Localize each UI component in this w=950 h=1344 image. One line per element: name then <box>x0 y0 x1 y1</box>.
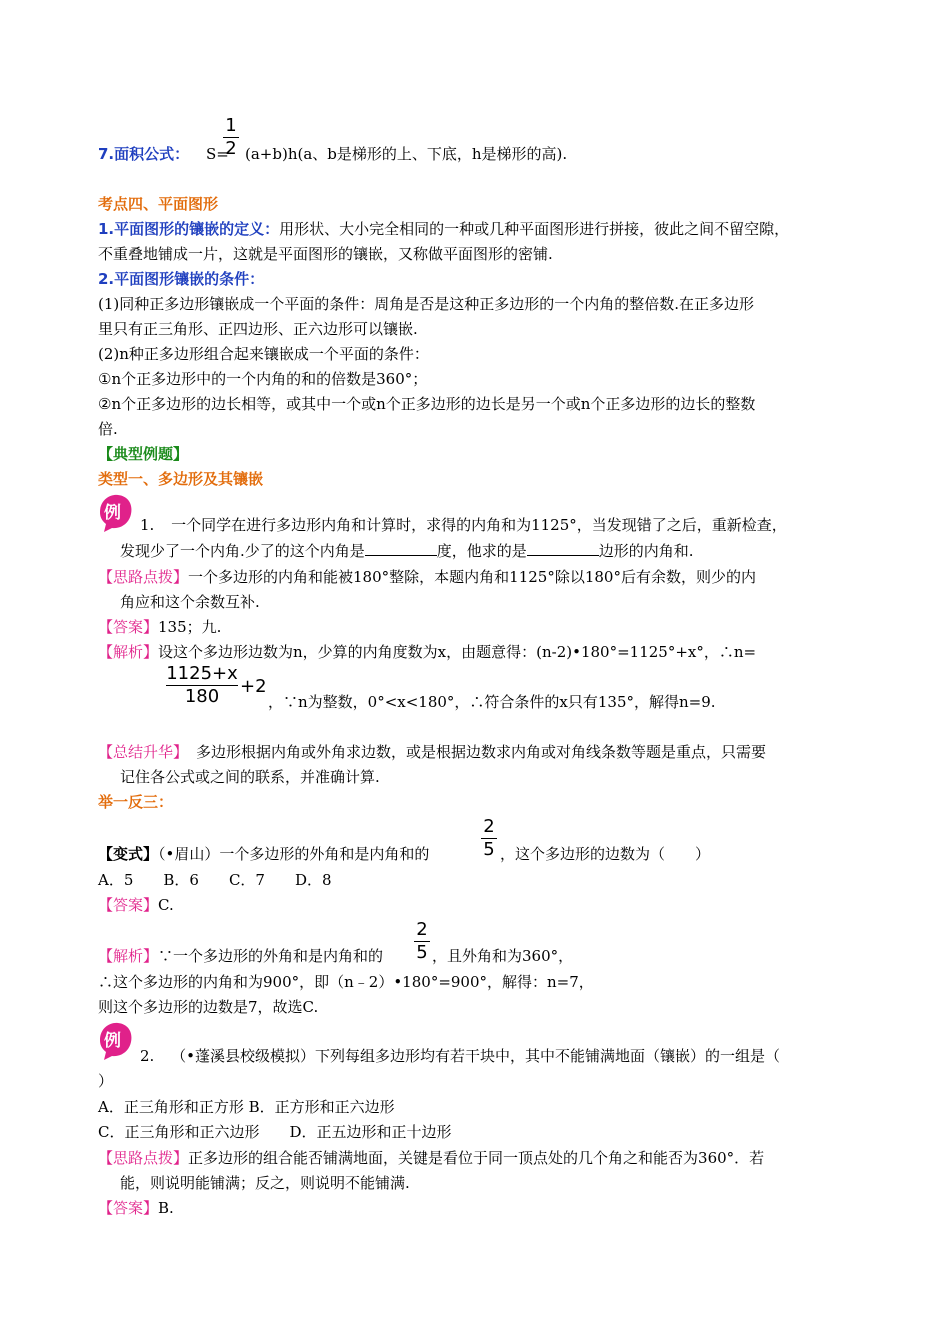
ex2-q1-text: （•蓬溪县校级模拟）下列每组多边形均有若干块中，其中不能铺满地面（镶嵌）的一组是（ <box>171 1047 780 1065</box>
cond-2: (2)n种正多边形组合起来镶嵌成一个平面的条件： <box>98 345 429 363</box>
solution-label: 【解析】 <box>98 643 159 661</box>
hint-label: 【思路点拨】 <box>98 568 189 586</box>
solution-text-2: ，∵n为整数，0°<x<180°，∴符合条件的x只有135°，解得n=9. <box>268 693 716 711</box>
hint-label: 【思路点拨】 <box>98 1149 189 1167</box>
ex2-options-2: C．正三角形和正六边形 D．正五边形和正十边形 <box>98 1123 452 1141</box>
answer-blank-2 <box>527 541 599 556</box>
ex1-q2b: 度，他求的是 <box>436 542 527 560</box>
solution-fraction <box>166 664 238 707</box>
variant-sol-1b: ，且外角和为360°， <box>432 947 574 965</box>
cond-1b: 里只有正三角形、正四边形、正六边形可以镶嵌. <box>98 320 418 338</box>
ex1-summary-2: 记住各公式或之间的联系，并准确计算. <box>120 768 380 786</box>
ex1-summary-1 <box>98 742 766 762</box>
answer-label: 【答案】 <box>98 896 159 914</box>
example-badge <box>96 1020 136 1060</box>
summary-text-1: 多边形根据内角或外角求边数，或是根据边数求内角或对角线条数等题是重点，只需要 <box>196 743 767 761</box>
formula7-line <box>98 144 229 164</box>
ex2-q2: ） <box>98 1072 114 1090</box>
hint-text-1: 正多边形的组合能否铺满地面，关键是看位于同一顶点处的几个角之和能否为360°．若 <box>188 1149 765 1167</box>
frac-denominator: 2 <box>225 138 237 159</box>
practice-heading: 举一反三： <box>98 793 174 811</box>
answer-text: C. <box>158 896 174 914</box>
frac-denominator: 180 <box>184 686 220 707</box>
solution-plus: +2 <box>240 676 267 697</box>
formula7-rest: (a+b)h(a、b是梯形的上、下底，h是梯形的高). <box>245 145 568 163</box>
ex2-hint-2: 能，则说明能铺满；反之，则说明不能铺满. <box>120 1174 410 1192</box>
variant-solution-fraction <box>414 920 430 963</box>
answer-text: 135；九. <box>158 618 222 636</box>
ex1-hint-2: 角应和这个余数互补. <box>120 593 260 611</box>
ex1-solution-1 <box>98 642 756 662</box>
variant-solution-2: ∴这个多边形的内角和为900°，即（n﹣2）•180°=900°，解得：n=7， <box>98 973 594 991</box>
formula7-prefix: S= <box>206 145 229 163</box>
cond-label: 2.平面图形镶嵌的条件： <box>98 270 265 288</box>
hint-text-1: 一个多边形的内角和能被180°整除，本题内角和1125°除以180°后有余数，则少的内 <box>188 568 756 586</box>
variant-q-b: ，这个多边形的边数为（ ） <box>500 845 711 863</box>
variant-q-a: （•眉山）一个多边形的外角和是内角和的 <box>158 845 430 863</box>
cond-1a: (1)同种正多边形镶嵌成一个平面的条件：周角是否是这种正多边形的一个内角的整倍数.在正多边形 <box>98 295 755 313</box>
examples-heading: 【典型例题】 <box>98 445 189 463</box>
variant-fraction <box>481 817 497 860</box>
badge-text: 例 <box>104 503 121 523</box>
answer-text: B. <box>158 1199 174 1217</box>
ex1-q2 <box>120 541 694 561</box>
formula7-label: 7.面积公式： <box>98 145 190 163</box>
frac-numerator: 2 <box>416 919 428 940</box>
frac-numerator: 2 <box>483 816 495 837</box>
summary-label: 【总结升华】 <box>98 743 189 761</box>
answer-label: 【答案】 <box>98 618 159 636</box>
solution-label: 【解析】 <box>98 947 159 965</box>
cond-2-2b: 倍. <box>98 420 118 438</box>
frac-denominator: 5 <box>483 839 495 860</box>
frac-denominator: 5 <box>416 942 428 963</box>
ex1-answer <box>98 617 221 637</box>
section4-heading: 考点四、平面图形 <box>98 195 219 213</box>
solution-text-1: 设这个多边形边数为n，少算的内角度数为x，由题意得：(n-2)•180°=1125°+x°，∴n= <box>158 643 757 661</box>
ex1-hint-1 <box>98 567 756 587</box>
ex1-q1 <box>140 515 787 535</box>
variant-solution-1 <box>98 946 383 966</box>
answer-blank-1 <box>365 541 437 556</box>
variant-sol-1a: ∵一个多边形的外角和是内角和的 <box>158 947 384 965</box>
badge-text: 例 <box>104 1031 121 1051</box>
ex1-q2a: 发现少了一个内角.少了的这个内角是 <box>120 542 365 560</box>
variant-solution-3: 则这个多边形的边数是7，故选C. <box>98 998 319 1016</box>
cond-2-1: ①n个正多边形中的一个内角的和的倍数是360°； <box>98 370 428 388</box>
variant-label: 【变式】 <box>98 845 159 863</box>
ex2-hint-1 <box>98 1148 764 1168</box>
ex2-answer <box>98 1198 174 1218</box>
def-label: 1.平面图形的镶嵌的定义： <box>98 220 280 238</box>
ex1-q2c: 边形的内角和. <box>598 542 694 560</box>
variant-options: A．5 B．6 C．7 D．8 <box>98 871 332 889</box>
frac-numerator: 1125+x <box>166 663 238 684</box>
ex2-num: 2. <box>140 1047 155 1065</box>
ex1-num: 1. <box>140 516 155 534</box>
ex1-q1-text: 一个同学在进行多边形内角和计算时，求得的内角和为1125°，当发现错了之后，重新检查， <box>171 516 787 534</box>
def-line-1 <box>98 219 789 239</box>
type1-heading: 类型一、多边形及其镶嵌 <box>98 470 264 488</box>
example-badge <box>96 492 136 532</box>
ex2-q1 <box>140 1046 780 1066</box>
def-text-1: 用形状、大小完全相同的一种或几种平面图形进行拼接，彼此之间不留空隙， <box>279 220 790 238</box>
frac-numerator: 1 <box>225 115 237 136</box>
answer-label: 【答案】 <box>98 1199 159 1217</box>
variant-question <box>98 844 429 864</box>
variant-answer <box>98 895 174 915</box>
ex2-options-1: A．正三角形和正方形 B．正方形和正六边形 <box>98 1098 395 1116</box>
def-line-2: 不重叠地铺成一片，这就是平面图形的镶嵌，又称做平面图形的密铺. <box>98 245 553 263</box>
cond-2-2a: ②n个正多边形的边长相等，或其中一个或n个正多边形的边长是另一个或n个正多边形的边长的整数 <box>98 395 756 413</box>
